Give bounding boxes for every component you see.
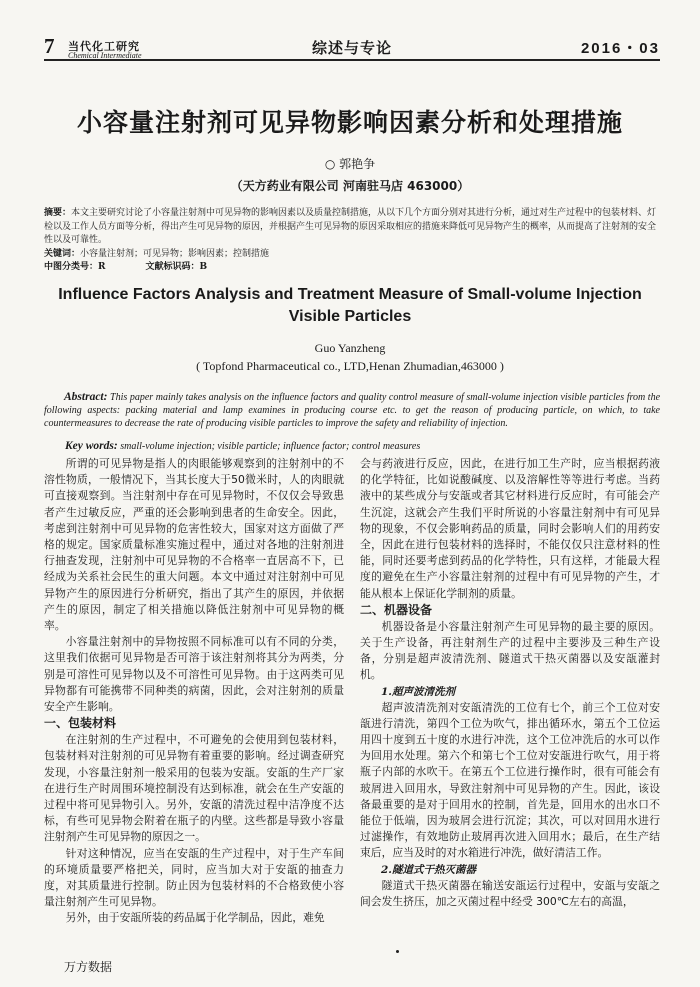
issue-date: 2016・03	[580, 40, 660, 57]
paragraph: 所谓的可见异物是指人的肉眼能够观察到的注射剂中的不溶性物质，一般情况下，当其长度大于50微米时，人的肉眼就可直接观察到。当注射剂中存在可见异物时，不仅仅会导致患者产生过敏反应，严重的还会影响到患者的生命安全。因此，考虑到注射剂中可见异物的危害性较大，国家对这方面做了严格的规定。国家质量标准实施过程中，通过对各地的注射剂进行抽查发现，注射剂中可见异物的不合格率一直居高不下，已经成为关系社会民生的重大问题。本文中通过对注射剂中可见异物产生的原因进行分析研究，指出了其产生的原因，并依据产生的原因，制定了相关措施以降低注射剂中可见异物的概率。	[44, 457, 344, 633]
author-cn: ○ 郭艳争	[324, 157, 376, 171]
paragraph: 机器设备是小容量注射剂产生可见异物的最主要的原因。关于生产设备，再注射剂生产的过程中主要涉及三种生产设备，分别是超声波清洗剂、隧道式干热灭菌器以及安瓿灌封机。	[360, 619, 660, 682]
affiliation-en: ( Topfond Pharmaceutical co., LTD,Henan Zhumadian,463000 )	[196, 359, 504, 373]
abstract-en	[44, 391, 660, 430]
affiliation-cn: （天方药业有限公司 河南驻马店 463000）	[230, 179, 470, 193]
classification	[44, 261, 660, 275]
abstract-cn-label: 摘要：	[44, 208, 72, 218]
paragraph: 针对这种情况，应当在安瓿的生产过程中，对于生产车间的环境质量要严格把关，同时，应当加大对于安瓿的抽查力度，对其质量进行控制。防止因为包装材料的不合格致使小容量注射剂产生可见异物。	[44, 846, 344, 909]
paragraph: 隧道式干热灭菌器在输送安瓿运行过程中，安瓿与安瓿之间会发生挤压，加之灭菌过程中经受 300℃左右的高温，	[360, 878, 660, 908]
paragraph: 小容量注射剂中的异物按照不同标准可以有不同的分类，这里我们依据可见异物是否可溶于该注射剂将其分为两类，分别是可溶性可见异物以及不可溶性可见异物。由于这两类可见异物都有可能携带不同种类的病菌，因此，会对注射剂的质量安全产生影响。	[44, 635, 344, 714]
keywords-en-text: small-volume injection; visible particle; influence factor; control measures	[120, 441, 421, 452]
paper-title-en	[0, 284, 700, 328]
keywords-cn-text: 小容量注射剂；可见异物；影响因素；控制措施	[80, 248, 270, 259]
keywords-en	[65, 440, 661, 452]
paragraph: 另外，由于安瓿所装的药品属于化学制品，因此，难免	[65, 911, 325, 925]
doc-code-value: B	[199, 262, 208, 272]
title-en-line1: Influence Factors Analysis and Treatment Measure of Small-volume Injection	[58, 286, 642, 303]
section-heading: 二、机器设备	[360, 602, 433, 617]
title-en-line2: Visible Particles	[288, 308, 412, 325]
abstract-cn-text: 本文主要研究讨论了小容量注射剂中可见异物的影响因素以及质量控制措施，从以下几个方面分别对其进行分析，通过对生产过程中的包装材料、灯检以及工作人员方面等分析，得出产生可见异物的原因，并根据产生可见异物的原因采取相应的措施来降低可见异物产生的概率，从而提高了注射剂的安全性以及可靠性。	[44, 208, 657, 245]
abstract-cn	[44, 207, 660, 275]
journal-name-cn: 当代化工研究	[68, 40, 140, 53]
paragraph: 在注射剂的生产过程中，不可避免的会使用到包装材料，包装材料对注射剂的可见异物有着重要的影响。经过调查研究发现，小容量注射剂一般采用的包装为安瓿。安瓿的生产厂家在进行生产时周围环境控制没有达到标准，就会在生产安瓿的过程中将可见异物引入。另外，安瓿的清洗过程中洁净度不达标，有些可见异物会附着在瓶子的内壁。这些都是导致小容量注射剂产生可见异物的原因之一。	[44, 733, 344, 844]
classification-label: 中图分类号：	[44, 262, 99, 272]
abstract-en-label: Abstract:	[64, 391, 108, 403]
keywords-cn-label: 关键词：	[44, 248, 81, 259]
section-heading: 一、包装材料	[44, 716, 117, 731]
subsection-heading: 1.超声波清洗剂	[381, 685, 455, 698]
abstract-cn-body	[44, 207, 660, 248]
header-rule	[44, 59, 660, 61]
paper-title-cn: 小容量注射剂可见异物影响因素分析和处理措施	[76, 108, 623, 137]
journal-name-en: Chemical Intermediate	[68, 51, 142, 60]
section-name: 综述与专论	[312, 39, 393, 57]
doc-code-label: 文献标识码：	[145, 262, 200, 272]
keywords-cn	[44, 248, 660, 262]
running-header	[44, 36, 660, 66]
subsection-heading: 2.隧道式干热灭菌器	[381, 863, 476, 876]
watermark-footer: 万方数据	[64, 960, 113, 974]
paragraph: 会与药液进行反应，因此，在进行加工生产时，应当根据药液的化学特征，比如说酸碱度、以及溶解性等等进行考虑。当药液中的某些成分与安瓿或者其它材料进行反应时，有可能会产生沉淀，这就会产生我们平时所说的小容量注射剂中有可见异物的现象，不仅会影响药品的质量，同时会影响人们的用药安全，因此在进行包装材料的选择时，不能仅仅只注意材料的性能，同时还要考虑到药品的化学特性，只有这样，才能最大程度的避免在生产小容量注射剂的过程中有可见异物的产生，才能从根本上保证化学制剂的质量。	[360, 457, 660, 600]
issue-number: 7	[44, 34, 55, 58]
abstract-en-text: This paper mainly takes analysis on the influence factors and quality control measure of small-volume injection visible particles from the following aspects: packing material and lamp examines in producing course etc. to get the reason of producing particle, on which, to take countermeasures to decrease the rate of producing visible particles to improve the safety and reliability of injection.	[44, 392, 661, 429]
keywords-en-label: Key words:	[65, 440, 118, 452]
page-dot	[396, 950, 399, 953]
body-column-left	[44, 456, 344, 927]
paragraph: 超声波清洗剂对安瓿清洗的工位有七个，前三个工位对安瓿进行清洗，第四个工位为吹气，排出循环水，第五个工位运用四十度到五十度的水进行冲洗，这个工位冲洗后的水可以作为回用水处理。第六个和第七个工位对安瓿进行吹气，用于将瓶子内部的水吹干。在第五个工位进行操作时，很有可能会有玻屑进入回用水，导致注射剂中可见异物的产生。因此，该设备最重要的是对于回用水的控制，首先是，回用水的出水口不能位于低端，因为玻屑会进行沉淀；其次，可以对回用水进行过滤操作，有效地防止玻屑再次进入回用水；最后，在生产结束后，应当及时的对水箱进行冲洗，做好清洁工作。	[360, 700, 660, 860]
classification-value: R	[98, 262, 106, 272]
body-column-right	[360, 456, 660, 910]
author-en: Guo Yanzheng	[314, 341, 386, 355]
